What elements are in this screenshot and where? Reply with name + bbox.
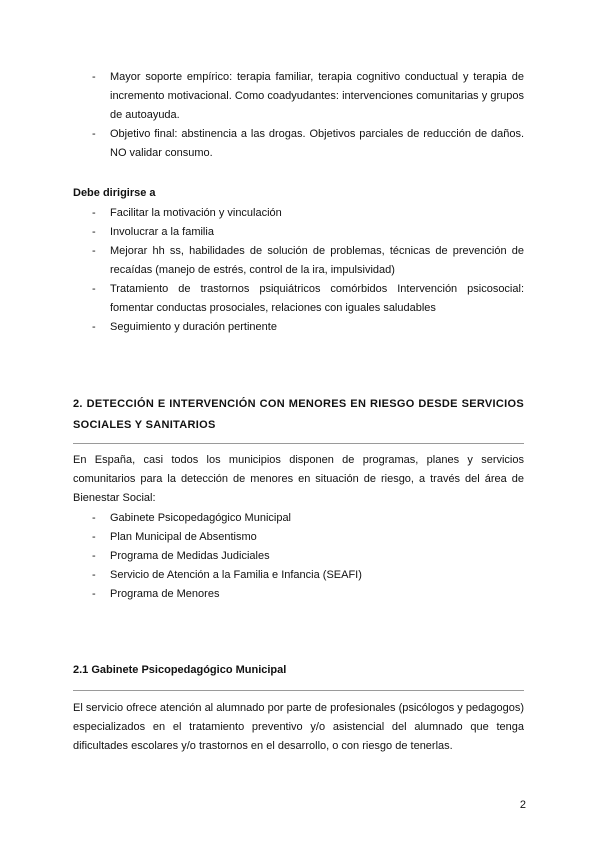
section-2-1-heading: 2.1 Gabinete Psicopedagógico Municipal [73, 664, 287, 676]
dirigirse-list [73, 204, 524, 337]
list-item: - Involucrar a la familia [73, 223, 524, 242]
section-2-1-divider [73, 690, 524, 691]
dirigirse-block [73, 204, 524, 337]
dirigirse-heading: Debe dirigirse a [73, 187, 156, 199]
section-2-list [73, 509, 524, 604]
list-item: - Plan Municipal de Absentismo [73, 528, 524, 547]
page-number: 2 [519, 799, 526, 811]
list-item: - Tratamiento de trastornos psiquiátricos comórbidos Intervención psicosocial: fomentar conductas prosociales, relaciones con iguales saludables [73, 280, 524, 318]
section-2-divider [73, 443, 524, 444]
section-2-heading: 2. DETECCIÓN E INTERVENCIÓN CON MENORES EN RIESGO DESDE SERVICIOS SOCIALES Y SANITARIOS [73, 398, 524, 431]
list-item: - Facilitar la motivación y vinculación [73, 204, 524, 223]
list-item: - Gabinete Psicopedagógico Municipal [73, 509, 524, 528]
section-2-1-body: El servicio ofrece atención al alumnado por parte de profesionales (psicólogos y pedagogos) especializados en el tratamiento preventivo y/o asistencial del alumnado que tenga dificultades escolares y/o trastornos en el desarrollo, o con riesgo de tenerlas. [73, 702, 524, 752]
section-2-intro: En España, casi todos los municipios disponen de programas, planes y servicios comunitarios para la detección de menores en situación de riesgo, a través del área de Bienestar Social: [73, 454, 524, 504]
list-item: - Objetivo final: abstinencia a las drogas. Objetivos parciales de reducción de daños. NO validar consumo. [73, 125, 524, 163]
list-item: - Programa de Medidas Judiciales [73, 547, 524, 566]
list-item: - Mayor soporte empírico: terapia familiar, terapia cognitivo conductual y terapia de incremento motivacional. Como coadyudantes: intervenciones comunitarias y grupos de autoayuda. [73, 68, 524, 125]
list-item: - Seguimiento y duración pertinente [73, 318, 524, 337]
list-item: - Mejorar hh ss, habilidades de solución de problemas, técnicas de prevención de recaídas (manejo de estrés, control de la ira, impulsividad) [73, 242, 524, 280]
top-list-block [73, 68, 524, 163]
list-item: - Servicio de Atención a la Familia e Infancia (SEAFI) [73, 566, 524, 585]
list-item: - Programa de Menores [73, 585, 524, 604]
section-2-list-block [73, 509, 524, 604]
top-list [73, 68, 524, 163]
